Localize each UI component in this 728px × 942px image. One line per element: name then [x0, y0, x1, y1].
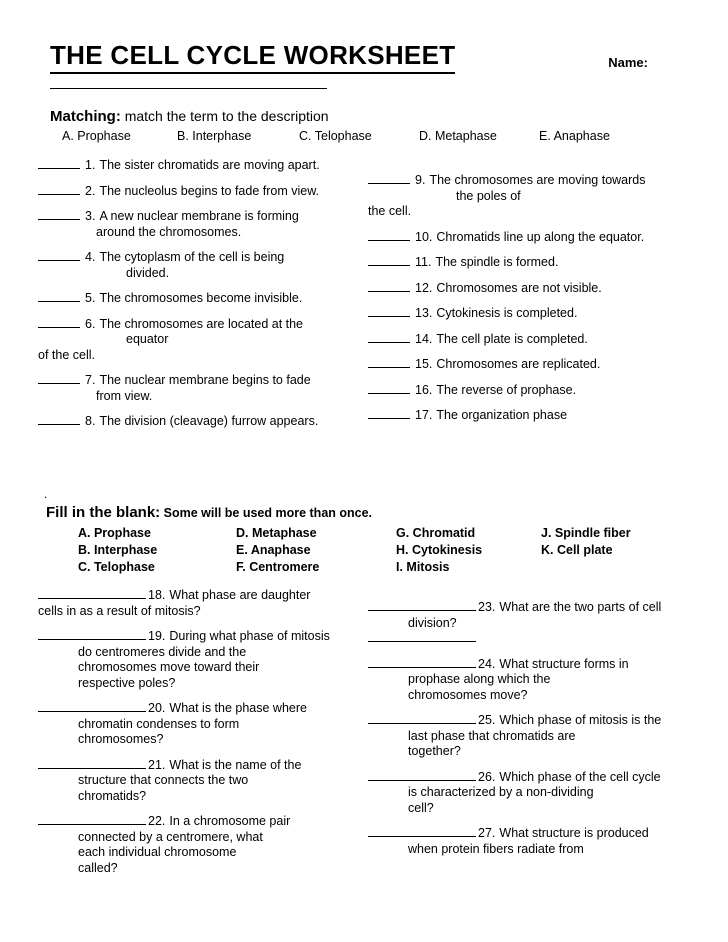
matching-item [368, 306, 698, 322]
item-text: The chromosomes are moving towards [429, 173, 646, 187]
fill-in-blank-left-column [38, 588, 368, 886]
answer-blank[interactable] [368, 667, 476, 668]
matching-item [368, 255, 698, 271]
word-bank [78, 525, 704, 576]
word-bank-item: G. Chromatid [396, 526, 476, 540]
fill-in-blank-right-column [368, 600, 708, 867]
item-text-cont: the cell. [368, 204, 412, 218]
fill-in-blank-item [38, 701, 368, 748]
item-text-cont: when protein fibers radiate from [408, 841, 584, 856]
answer-blank[interactable] [38, 711, 146, 712]
answer-blank[interactable] [38, 260, 80, 261]
matching-item [38, 291, 368, 307]
answer-blank[interactable] [38, 383, 80, 384]
word-bank-item: K. Cell plate [541, 543, 613, 557]
item-text-cont: division? [408, 615, 457, 630]
fill-in-blank-item [368, 600, 708, 647]
item-text-cont: last phase that chromatids are [408, 728, 576, 743]
item-number: 12. [415, 280, 433, 295]
matching-choice-e: E. Anaphase [539, 129, 610, 143]
word-bank-item: F. Centromere [236, 560, 320, 574]
item-number: 15. [415, 357, 433, 371]
item-text-cont: the poles of [456, 188, 521, 203]
matching-heading [50, 108, 329, 125]
item-number: 27. [478, 826, 496, 840]
answer-blank[interactable] [38, 194, 80, 195]
page-header [50, 40, 698, 100]
item-number: 24. [478, 656, 496, 671]
item-number: 6. [85, 316, 96, 331]
item-text-cont: structure that connects the two [78, 773, 249, 787]
matching-item [368, 173, 698, 220]
word-bank-item: D. Metaphase [236, 526, 317, 540]
answer-blank[interactable] [368, 836, 476, 837]
answer-blank[interactable] [368, 393, 410, 394]
item-number: 18. [148, 588, 166, 602]
item-text: What are the two parts of cell [499, 600, 662, 614]
fill-in-blank-item [38, 588, 368, 619]
item-text-cont: from view. [96, 388, 153, 403]
answer-blank[interactable] [368, 610, 476, 611]
fill-in-blank-item [38, 814, 368, 876]
fill-in-blank-item [38, 629, 368, 691]
item-number: 4. [85, 250, 96, 264]
answer-blank[interactable] [38, 301, 80, 302]
word-bank-item: E. Anaphase [236, 543, 311, 557]
item-text: Which phase of the cell cycle [499, 769, 661, 784]
item-number: 19. [148, 629, 166, 643]
stray-period: . [44, 487, 48, 501]
answer-blank[interactable] [368, 418, 410, 419]
matching-item [368, 332, 698, 348]
matching-item [38, 158, 368, 174]
item-number: 25. [478, 713, 496, 727]
answer-blank[interactable] [38, 168, 80, 169]
item-text: Chromosomes are not visible. [436, 280, 602, 295]
item-number: 26. [478, 769, 496, 784]
item-number: 13. [415, 306, 433, 320]
answer-blank[interactable] [368, 342, 410, 343]
matching-item [38, 414, 368, 430]
item-text-cont: chromatids? [78, 788, 147, 803]
item-text: What is the name of the [169, 757, 302, 772]
answer-blank[interactable] [368, 291, 410, 292]
matching-item [368, 383, 698, 399]
item-text: The division (cleavage) furrow appears. [99, 414, 319, 428]
item-text: Chromatids line up along the equator. [436, 229, 645, 244]
word-bank-row [78, 525, 704, 542]
item-text: In a chromosome pair [169, 814, 291, 828]
answer-blank[interactable] [368, 780, 476, 781]
item-text: The cytoplasm of the cell is being [99, 250, 285, 264]
item-text-cont: prophase along which the [408, 672, 551, 686]
item-text-cont: chromatin condenses to form [78, 716, 240, 731]
matching-choice-d: D. Metaphase [419, 129, 497, 143]
item-number: 7. [85, 373, 96, 387]
item-text-cont: chromosomes move? [408, 687, 528, 702]
item-text: What structure is produced [499, 826, 649, 840]
answer-blank[interactable] [368, 723, 476, 724]
matching-choice-b: B. Interphase [177, 129, 252, 143]
name-label: Name: [608, 55, 648, 70]
item-text: During what phase of mitosis [169, 629, 330, 643]
item-text: The chromosomes become invisible. [99, 291, 303, 305]
item-number: 21. [148, 757, 166, 772]
answer-blank[interactable] [38, 424, 80, 425]
item-number: 23. [478, 600, 496, 614]
answer-blank[interactable] [368, 367, 410, 368]
item-text: The chromosomes are located at the [99, 316, 304, 331]
answer-blank[interactable] [38, 639, 146, 640]
item-text: The sister chromatids are moving apart. [99, 158, 320, 172]
item-number: 20. [148, 701, 166, 715]
item-number: 5. [85, 291, 96, 305]
item-text-cont: called? [78, 860, 118, 875]
answer-blank[interactable] [368, 641, 476, 642]
item-text-cont: divided. [126, 265, 170, 280]
answer-blank[interactable] [38, 219, 80, 220]
matching-choices [62, 129, 698, 143]
fill-in-blank-item [368, 770, 708, 817]
item-text-cont: cells in as a result of mitosis? [38, 603, 201, 618]
answer-blank[interactable] [38, 768, 146, 769]
answer-blank[interactable] [38, 824, 146, 825]
answer-blank[interactable] [368, 183, 410, 184]
item-number: 10. [415, 229, 433, 244]
word-bank-item: H. Cytokinesis [396, 543, 483, 557]
item-text-cont: together? [408, 744, 461, 758]
item-number: 17. [415, 408, 433, 422]
matching-right-column [368, 173, 698, 434]
item-number: 14. [415, 331, 433, 346]
fill-in-blank-item [368, 713, 708, 760]
answer-blank[interactable] [368, 240, 410, 241]
item-text: The reverse of prophase. [436, 382, 577, 397]
matching-choice-a: A. Prophase [62, 129, 131, 143]
matching-item [38, 317, 368, 364]
word-bank-item: C. Telophase [78, 560, 155, 574]
item-extra-blank-line [368, 631, 708, 647]
word-bank-item: A. Prophase [78, 526, 151, 540]
word-bank-row [78, 542, 704, 559]
word-bank-item: J. Spindle fiber [541, 526, 631, 540]
item-text: What is the phase where [169, 701, 307, 715]
item-text-cont: is characterized by a non-dividing [408, 785, 594, 799]
item-text: The spindle is formed. [435, 255, 559, 269]
word-bank-item: I. Mitosis [396, 560, 450, 574]
item-text-cont: each individual chromosome [78, 845, 237, 859]
item-text-cont: around the chromosomes. [96, 224, 242, 239]
fill-in-blank-heading [46, 504, 372, 521]
matching-heading-bold: Matching: [50, 108, 121, 125]
item-text-cont: of the cell. [38, 347, 95, 362]
matching-item [38, 373, 368, 404]
matching-item [368, 408, 698, 424]
matching-item [368, 230, 698, 246]
item-text: A new nuclear membrane is forming [99, 209, 299, 223]
item-number: 16. [415, 382, 433, 397]
item-text: Chromosomes are replicated. [436, 357, 601, 371]
matching-choice-c: C. Telophase [299, 129, 372, 143]
word-bank-item: B. Interphase [78, 543, 158, 557]
item-number: 9. [415, 173, 426, 187]
item-text-cont: respective poles? [78, 675, 176, 690]
fill-in-blank-item [38, 758, 368, 805]
matching-item [38, 250, 368, 281]
matching-item [38, 209, 368, 240]
item-text: What phase are daughter [169, 588, 311, 602]
item-number: 2. [85, 183, 96, 198]
item-text: The nucleolus begins to fade from view. [99, 183, 320, 198]
item-text-cont: connected by a centromere, what [78, 829, 263, 844]
item-text: The cell plate is completed. [436, 331, 588, 346]
title-underline-rule [50, 88, 327, 89]
item-number: 11. [415, 255, 432, 269]
answer-blank[interactable] [368, 265, 410, 266]
item-text: What structure forms in [499, 656, 629, 671]
item-number: 1. [85, 158, 96, 172]
item-text: Which phase of mitosis is the [499, 713, 662, 727]
item-text-cont: chromosomes move toward their [78, 660, 260, 674]
page-title: THE CELL CYCLE WORKSHEET [50, 40, 455, 74]
matching-heading-rest: match the term to the description [120, 108, 329, 124]
answer-blank[interactable] [368, 316, 410, 317]
item-text: Cytokinesis is completed. [436, 306, 578, 320]
fill-in-blank-item [368, 826, 708, 857]
item-text-cont: do centromeres divide and the [78, 644, 247, 659]
item-text-cont: chromosomes? [78, 732, 164, 746]
fill-in-blank-heading-rest: Some will be used more than once. [160, 506, 373, 520]
item-text: The organization phase [436, 408, 568, 422]
fill-in-blank-heading-bold: Fill in the blank: [46, 504, 161, 521]
matching-left-column [38, 158, 368, 440]
item-number: 3. [85, 209, 96, 223]
matching-item [368, 281, 698, 297]
fill-in-blank-item [368, 657, 708, 704]
matching-item [368, 357, 698, 373]
answer-blank[interactable] [38, 327, 80, 328]
item-number: 22. [148, 814, 166, 828]
item-text-cont: equator [126, 332, 169, 346]
item-number: 8. [85, 414, 96, 428]
answer-blank[interactable] [38, 598, 146, 599]
item-text-cont: cell? [408, 800, 434, 815]
matching-item [38, 184, 368, 200]
word-bank-row [78, 559, 704, 576]
item-text: The nuclear membrane begins to fade [99, 373, 311, 387]
